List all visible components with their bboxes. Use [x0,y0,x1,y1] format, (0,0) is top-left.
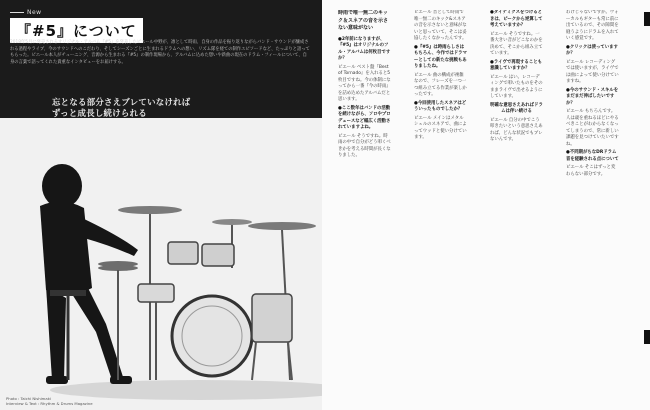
drum-kit-illustration [0,118,322,410]
question: ●ライヴで再現することも意識していますか？ [490,59,542,71]
right-page [322,0,650,410]
answer: ピエール ベスト盤『Best of Tornado』を入れると5枚目ですね。今の体制になってから一番『今の時雨』を詰め込めたアルバムだと思います。 [338,64,391,102]
credit-line: Interview & Text : Rhythm & Drums Magazine [6,401,93,406]
answer: ピエール そうですね。時雨の中で自分がどう叩くべきかを考える時間が長くなりました。 [338,133,391,158]
text-column [338,10,391,400]
question: ●不同期がちなDRドラム音を経験される点について [566,150,619,162]
question: ●今回使用したスネアはどういったものでしたか？ [414,100,467,112]
question: ●ダイナミクスをつけるときは、ピークから逆算して考えていますか？ [490,10,543,28]
pull-quote-line: ずっと成長し続けられる [52,108,147,118]
column-title: 時雨で唯一無二のキック＆スネアの音を示さない意味がない [338,10,389,31]
headline-text: 『#5』について [16,22,137,40]
text-column [566,10,619,400]
question: ●『#5』は時雨らしさはもちろん、今作ではドラマーとしての新たな挑戦もありましたね。 [414,44,467,69]
answer: わけじゃないですか。ヴォーカルもギターも常に前に出ているので、その隙間を縫うようにドラムを入れていく感覚です。 [566,10,619,41]
answer: ピエール 自分の中でこう叩きたいという意思さえあれば、どんな状況でもブレないんです。 [490,117,543,142]
intro-text: 2018年5月に発売されるオリジナル・アルバム『#5』を発表したピエール中野が、凛として時雨、自身の作品を振り返りながらバンド・サウンドが醸成される過程やライブ、今のサウンドへのこだわり、そしてシーズンごとに生まれるドラムへの想い、リズム隊を経ての制作エピソードなど、たっぷりと語ってもらった。ピエール本人がチューニング、音源から生まれる『#5』の制作現場から、アルバムに込めた想いや新曲の現在のドラム・フィールについて、自身の言葉で語ってくれた貴重なインタビューをお届けする。 [10,40,310,65]
section-label [10,9,42,16]
answer: ピエール 曲の構成が複雑なので、フレーズを一つ一つ組み立てる作業が楽しかったです。 [414,72,467,97]
section-rule [10,12,24,13]
credit-line: Photo : Taichi Nishimaki [6,396,51,401]
answer: ピエール レコーディングでは使いますが、ライヴでは曲によって使い分けていますね。 [566,59,619,84]
photo-credit [6,396,93,406]
answer: ピエール そうですね。一番大きい音がどこなのかを決めて、そこから組み立てています。 [490,31,543,56]
subheading: 明確な意思さえあればドラムは伴い続ける [490,102,543,114]
question: ●2年前になりますが、『#5』はオリジナルのフル・アルバムは何枚目ですか？ [338,36,391,61]
question: ●今のサウンド・スキルをまだまだ伸ばしたいですか？ [566,87,619,106]
left-page [0,0,322,410]
page-edge-marker [644,12,650,26]
text-column [490,10,543,400]
drummer-photo [0,118,322,410]
answer: ピエール メインはメタルシェルのスネアで、曲によってウッドと使い分けています。 [414,115,467,140]
answer: ピエール 昔として時雨で唯一無二のキック&スネアの音を示さないと意味がないと思っていて、そこは妥協したくなかったんです。 [414,10,467,41]
question: ●ここ数年はバンドの活動を続けながら、ソロやプロデュースなど幅広く活動されていますよね。 [338,105,391,130]
page-edge-marker [644,330,650,344]
section-label-text: New [27,9,42,16]
answer: ピエール もちろんです。人は歳を重ねるほどにやるべきことがわからなくなってしまうので、常に新しい課題を見つけていたいですね。 [566,109,619,147]
answer: ピエール そこはずっと変わらない部分です。 [566,165,616,177]
text-column [414,10,467,400]
answer: ピエール はい。レコーディングで叩いたものをそのままライヴで出せるようにしています。 [490,74,543,99]
question: ●クリックは使っていますか？ [566,44,618,56]
pull-quote-line: 忘となる部分さえブレていなければ [52,97,191,107]
